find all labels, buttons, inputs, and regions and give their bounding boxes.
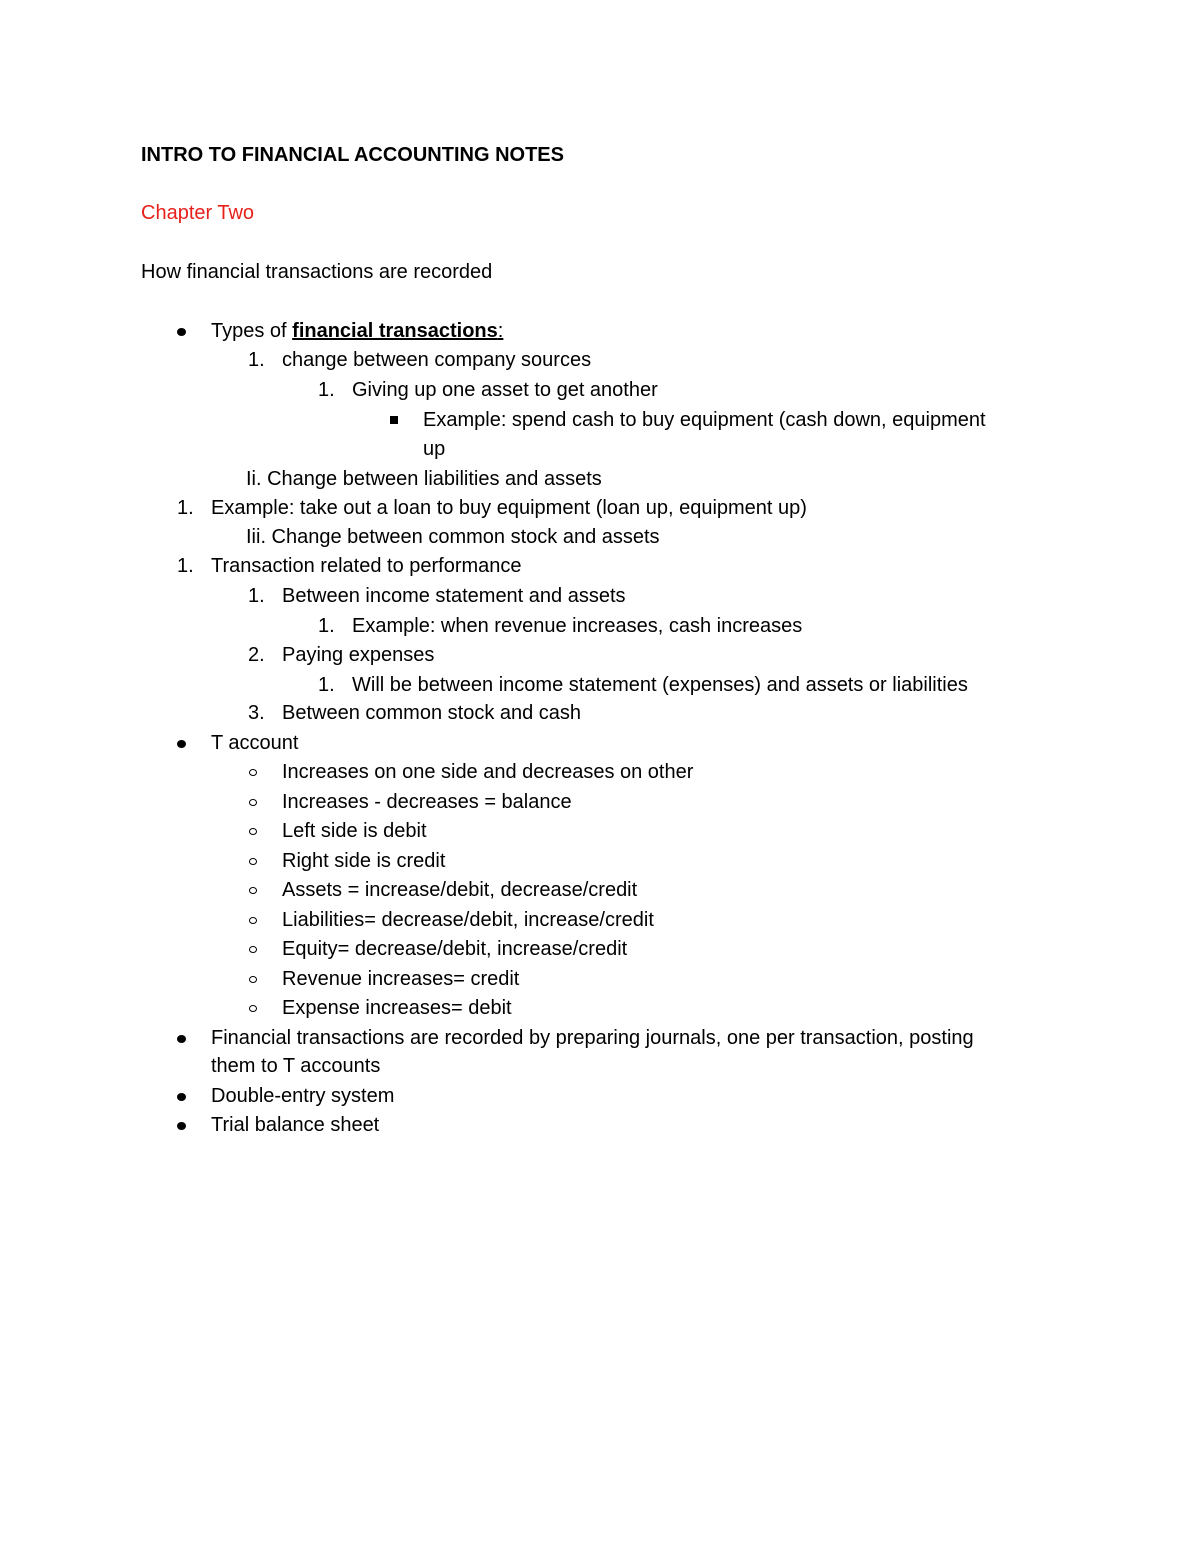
list-number: 1. bbox=[318, 674, 335, 696]
list-item-text: Left side is debit bbox=[282, 820, 427, 842]
list-item-text: Increases on one side and decreases on other bbox=[282, 761, 694, 783]
bullet-circle-icon bbox=[249, 799, 257, 806]
list-item-text: Increases - decreases = balance bbox=[282, 791, 572, 813]
bullet-square-icon bbox=[390, 416, 398, 424]
bullet-circle-icon bbox=[249, 828, 257, 835]
list-item-text: Example: take out a loan to buy equipment (loan up, equipment up) bbox=[211, 497, 807, 519]
list-number: 1. bbox=[318, 615, 335, 637]
bullet-dot-icon bbox=[177, 1093, 186, 1101]
list-item-text: Ii. Change between liabilities and assets bbox=[246, 468, 602, 490]
list-item-text: Paying expenses bbox=[282, 644, 435, 666]
list-item-colon: : bbox=[497, 320, 504, 342]
list-number: 1. bbox=[177, 497, 194, 519]
list-item-text: Assets = increase/debit, decrease/credit bbox=[282, 879, 638, 901]
list-number: 3. bbox=[248, 702, 265, 724]
bullet-circle-icon bbox=[249, 976, 257, 983]
list-item-text: Liabilities= decrease/debit, increase/credit bbox=[282, 909, 654, 931]
list-item-text: Iii. Change between common stock and assets bbox=[246, 526, 660, 548]
list-number: 1. bbox=[248, 349, 265, 371]
bullet-dot-icon bbox=[177, 328, 186, 336]
list-number: 1. bbox=[177, 555, 194, 577]
list-item-text: change between company sources bbox=[282, 349, 592, 371]
list-item-text: Double-entry system bbox=[211, 1085, 395, 1107]
bold-underlined-term: financial transactions bbox=[292, 320, 498, 342]
list-item-text: Example: spend cash to buy equipment (cash down, equipment bbox=[423, 409, 986, 431]
bullet-dot-icon bbox=[177, 1122, 186, 1130]
list-item-text: Right side is credit bbox=[282, 850, 446, 872]
list-item-text-continued: up bbox=[423, 438, 446, 460]
list-item-text: Expense increases= debit bbox=[282, 997, 512, 1019]
bullet-circle-icon bbox=[249, 887, 257, 894]
list-number: 1. bbox=[318, 379, 335, 401]
chapter-heading: Chapter Two bbox=[141, 202, 255, 224]
list-item-text: Between common stock and cash bbox=[282, 702, 582, 724]
document-title: INTRO TO FINANCIAL ACCOUNTING NOTES bbox=[141, 144, 564, 166]
bullet-dot-icon bbox=[177, 1035, 186, 1043]
bullet-circle-icon bbox=[249, 917, 257, 924]
list-item-text: Between income statement and assets bbox=[282, 585, 626, 607]
list-number: 1. bbox=[248, 585, 265, 607]
bullet-dot-icon bbox=[177, 740, 186, 748]
list-item-text: Equity= decrease/debit, increase/credit bbox=[282, 938, 628, 960]
list-item-types bbox=[211, 316, 503, 346]
list-item-text: Trial balance sheet bbox=[211, 1114, 380, 1136]
list-item-text: Transaction related to performance bbox=[211, 555, 522, 577]
list-item-text-continued: them to T accounts bbox=[211, 1055, 381, 1077]
list-number: 2. bbox=[248, 644, 265, 666]
list-item-text: Revenue increases= credit bbox=[282, 968, 520, 990]
list-item-text: Will be between income statement (expenses) and assets or liabilities bbox=[352, 674, 968, 696]
bullet-circle-icon bbox=[249, 1005, 257, 1012]
list-item-text: Example: when revenue increases, cash increases bbox=[352, 615, 803, 637]
list-item-text: Types of bbox=[211, 320, 293, 342]
bullet-circle-icon bbox=[249, 769, 257, 776]
list-item-text: Financial transactions are recorded by preparing journals, one per transaction, posting bbox=[211, 1027, 974, 1049]
bullet-circle-icon bbox=[249, 946, 257, 953]
bullet-circle-icon bbox=[249, 858, 257, 865]
section-subtitle: How financial transactions are recorded bbox=[141, 261, 493, 283]
list-item-text: Giving up one asset to get another bbox=[352, 379, 658, 401]
list-item-text: T account bbox=[211, 732, 299, 754]
